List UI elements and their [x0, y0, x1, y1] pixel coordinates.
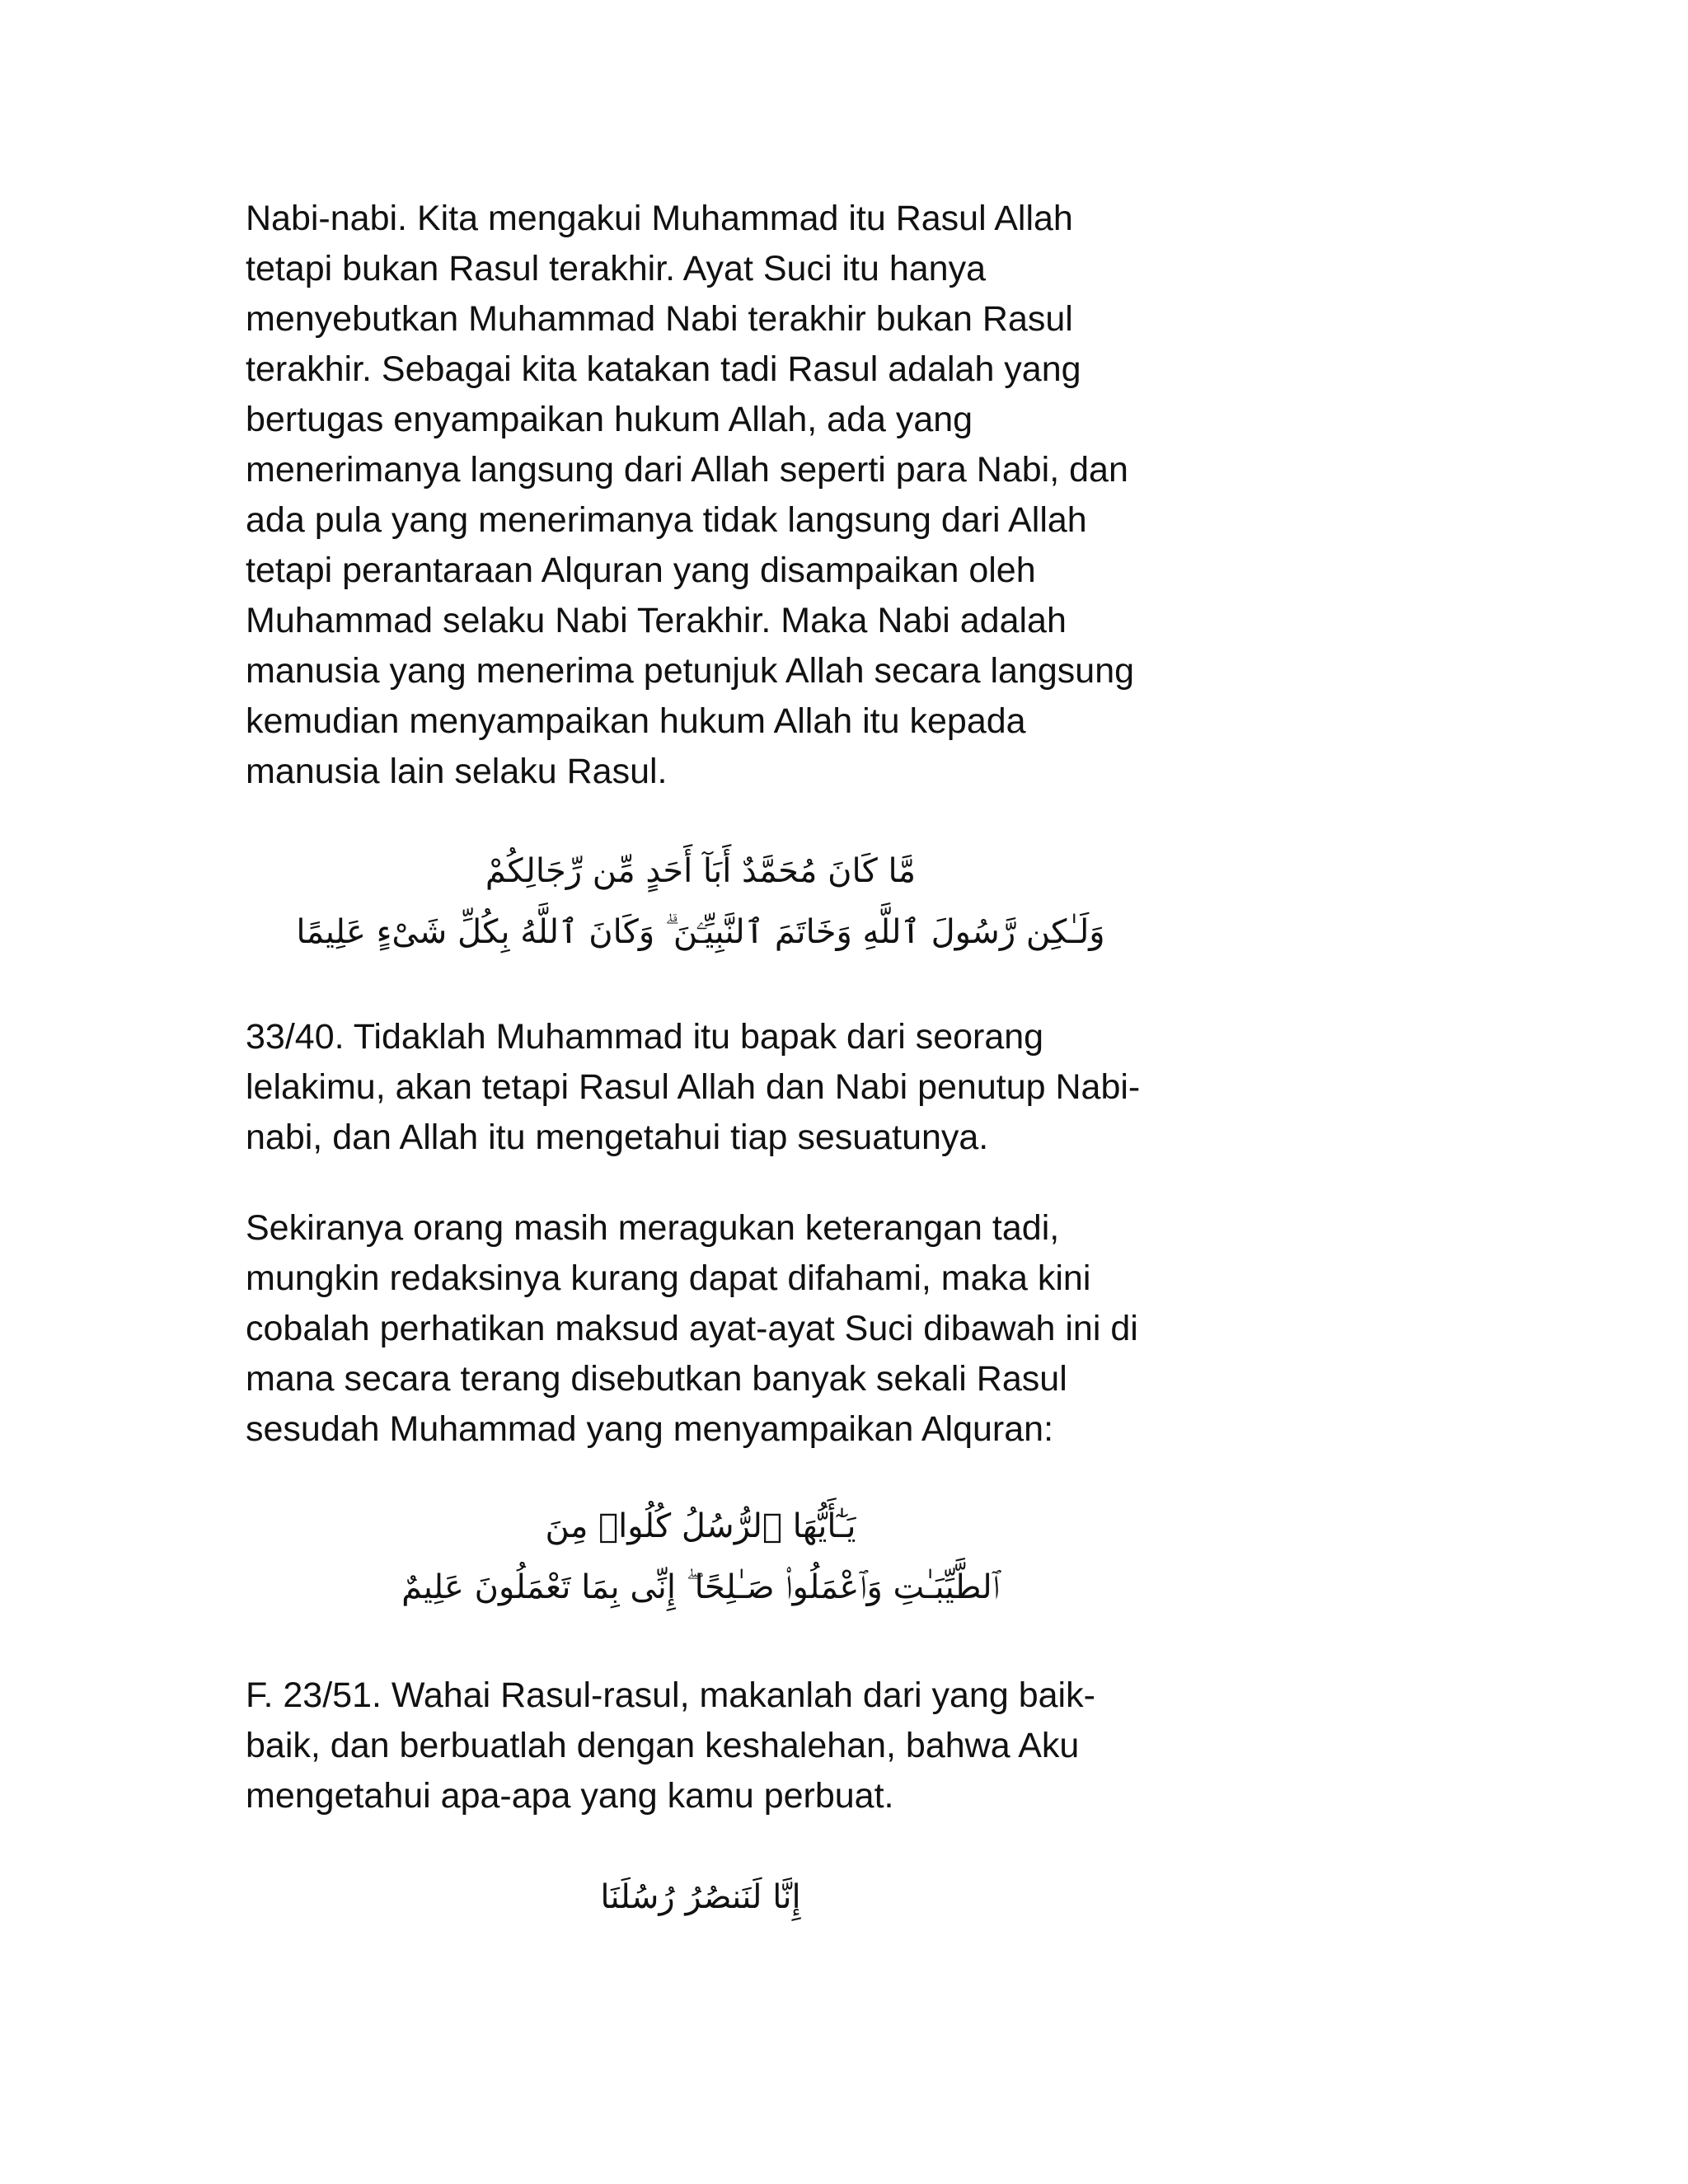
paragraph-rasul-explanation — [246, 194, 1235, 797]
arabic-line: مَّا كَانَ مُحَمَّدٌ أَبَآ أَحَدٍ مِّن رِّجَالِكُمْ — [485, 852, 917, 890]
text-line: terakhir. Sebagai kita katakan tadi Rasul adalah yang — [246, 349, 1081, 389]
text-line: mungkin redaksinya kurang dapat difahami, maka kini — [246, 1258, 1091, 1298]
text-line: menyebutkan Muhammad Nabi terakhir bukan Rasul — [246, 299, 1073, 339]
text-line: cobalah perhatikan maksud ayat-ayat Suci dibawah ini di — [246, 1309, 1138, 1348]
text-line: baik, dan berbuatlah dengan keshalehan, bahwa Aku — [246, 1726, 1080, 1765]
text-line: Muhammad selaku Nabi Terakhir. Maka Nabi adalah — [246, 601, 1067, 640]
arabic-line: وَلَـٰكِن رَّسُولَ ٱللَّهِ وَخَاتَمَ ٱلنَّبِيِّـۧنَ ۗ وَكَانَ ٱللَّهُ بِكُلِّ شَىْءٍ عَلِيمًا — [296, 913, 1105, 951]
arabic-verse-23-51 — [247, 1496, 1154, 1618]
text-line: nabi, dan Allah itu mengetahui tiap sesuatunya. — [246, 1118, 989, 1157]
text-line: tetapi perantaraan Alquran yang disampaikan oleh — [246, 551, 1036, 590]
text-line: bertugas enyampaikan hukum Allah, ada yang — [246, 400, 973, 439]
text-line: mengetahui apa-apa yang kamu perbuat. — [246, 1776, 894, 1816]
text-line: 33/40. Tidaklah Muhammad itu bapak dari seorang — [246, 1017, 1044, 1057]
arabic-line: إِنَّا لَنَنصُرُ رُسُلَنَا — [600, 1878, 801, 1916]
text-line: menerimanya langsung dari Allah seperti para Nabi, dan — [246, 450, 1128, 490]
text-line: lelakimu, akan tetapi Rasul Allah dan Nabi penutup Nabi- — [246, 1067, 1141, 1107]
paragraph-intro-verses — [246, 1203, 1235, 1455]
text-line: Nabi-nabi. Kita mengakui Muhammad itu Rasul Allah — [246, 199, 1073, 238]
text-line: mana secara terang disebutkan banyak sekali Rasul — [246, 1359, 1067, 1399]
arabic-verse-33-40 — [247, 841, 1154, 963]
text-line: F. 23/51. Wahai Rasul-rasul, makanlah dari yang baik- — [246, 1675, 1095, 1715]
text-line: Sekiranya orang masih meragukan keterangan tadi, — [246, 1208, 1060, 1248]
text-line: tetapi bukan Rasul terakhir. Ayat Suci itu hanya — [246, 249, 986, 288]
arabic-line: يَـٰٓأَيُّهَا ٱلرُّسُلُ كُلُوا۟ مِنَ — [545, 1507, 856, 1545]
paragraph-translation-23-51 — [246, 1671, 1235, 1821]
paragraph-translation-33-40 — [246, 1012, 1235, 1163]
arabic-line: ٱلطَّيِّبَـٰتِ وَٱعْمَلُوا۟ صَـٰلِحًا ۖ إِنِّى بِمَا تَعْمَلُونَ عَلِيمٌ — [401, 1568, 1000, 1606]
text-line: manusia lain selaku Rasul. — [246, 752, 668, 791]
text-line: manusia yang menerima petunjuk Allah secara langsung — [246, 651, 1135, 691]
text-line: ada pula yang menerimanya tidak langsung dari Allah — [246, 500, 1087, 540]
arabic-verse-40-51 — [247, 1867, 1154, 1928]
text-line: sesudah Muhammad yang menyampaikan Alquran: — [246, 1409, 1054, 1449]
text-line: kemudian menyampaikan hukum Allah itu kepada — [246, 701, 1026, 741]
